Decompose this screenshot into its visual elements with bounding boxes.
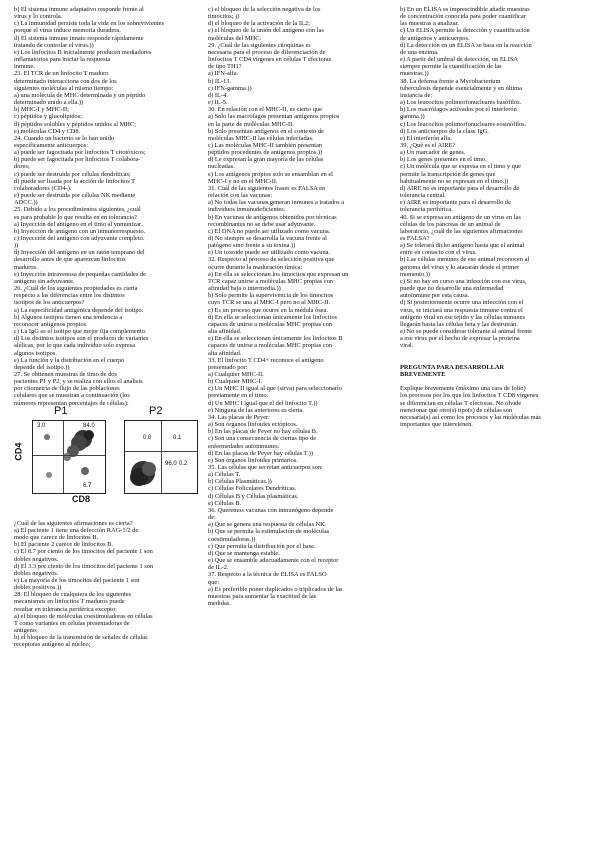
text-line: b) El sistema inmune adaptativo responde frente al bbox=[14, 6, 144, 13]
text-line: los procesos por los que los linfocitos T CD8 vírgenes bbox=[400, 392, 539, 400]
text-line: b) En un ELISA es imprescindible añadir muestras bbox=[400, 6, 530, 13]
text-line: e) Inyección intravenosa de pequeñas cantidades de bbox=[14, 270, 147, 278]
text-line: en la parte de moléculas MHC-II. bbox=[208, 120, 294, 128]
text-line: c) Si no hay en curso una infección con ese virus, bbox=[400, 277, 527, 285]
text-line: resultar en tolerancia periférica excepto: bbox=[14, 605, 117, 613]
text-line: capaces de unirse a moléculas MHC propias con bbox=[208, 320, 333, 328]
text-line: celulares que se muestran a continuación (los bbox=[14, 392, 130, 400]
text-line: 27. Se obtienen muestras de timo de dos bbox=[14, 370, 117, 378]
y-axis-label: CD4 bbox=[13, 442, 24, 461]
text-line: momento.)) bbox=[400, 270, 430, 278]
text-line: nucleadas. bbox=[208, 163, 235, 171]
text-line: tratando de controlar el virus.)) bbox=[14, 41, 94, 49]
text-line: muestras.)) bbox=[400, 70, 429, 78]
text-line: c) Inyección del antígeno con adyuvante completo. bbox=[14, 235, 145, 242]
text-line: e) el bloqueo de la unión del antígeno con las bbox=[208, 27, 324, 35]
text-line: d) El 3.3 por ciento de los timocitos del paciente 1 son bbox=[14, 562, 154, 570]
text-line: BREVEMENTE bbox=[400, 370, 446, 378]
text-line: virus, se iniciará una respuesta inmune contra el bbox=[400, 306, 523, 314]
text-line: instancia de: bbox=[400, 91, 433, 99]
text-line: 35. Las células que secretan anticuerpos son: bbox=[208, 464, 323, 471]
text-line: determinado interacciona con dos de los bbox=[14, 77, 117, 85]
flow-cytometry-figure bbox=[13, 404, 199, 518]
text-line: e) La mayoría de los timocitos del paciente 1 son bbox=[14, 577, 140, 584]
text-line: siguientes moléculas al mismo tiempo: bbox=[14, 84, 114, 92]
text-line: 39. ¿Qué es el AIRE? bbox=[400, 141, 456, 149]
questions-22-27 bbox=[14, 6, 199, 407]
text-line: respecto a las diferencias entre los distintos bbox=[14, 292, 125, 300]
text-line: de IL-2. bbox=[208, 564, 229, 572]
text-line: alélicas, por lo que cada individuo solo expresa bbox=[14, 342, 136, 350]
p1-plot bbox=[32, 420, 106, 494]
text-line: de: bbox=[208, 514, 216, 522]
text-line: por citometría de flujo de las poblaciones bbox=[14, 385, 120, 393]
questions-27-28 bbox=[14, 520, 199, 649]
text-line: e) Un toxoide puede ser utilizado como vacuna. bbox=[208, 249, 331, 257]
text-line: d) Le expresan la gran mayoría de las células bbox=[208, 156, 324, 164]
text-line: se diferencian en células T efectoras. No olvide bbox=[400, 399, 522, 407]
text-line: a) El paciente 1 tiene una defección RAG-1/2 de bbox=[14, 526, 139, 534]
questions-28-37 bbox=[208, 6, 393, 607]
text-line: linfocitos T CD4 vírgenes en células T efectoras bbox=[208, 56, 332, 64]
text-line: reconocer antígenos propios. bbox=[14, 320, 88, 328]
text-line: c) Las moléculas MHC-II también presentan bbox=[208, 141, 323, 149]
text-line: c) Son una consecuencia de ciertas tipo de bbox=[208, 435, 317, 443]
text-line: importantes que intervienen. bbox=[400, 421, 473, 429]
text-line: 29. ¿Cuál de las siguientes citoquinas es bbox=[208, 41, 311, 49]
text-line: a) Cualquier MHC-II. bbox=[208, 370, 264, 378]
text-line: timocitos; )) bbox=[208, 13, 240, 21]
text-line: puede que no desarrolle una enfermedad bbox=[400, 285, 504, 293]
text-line: mencionar qué otro(s) tipo(s) de células son bbox=[400, 406, 513, 414]
text-line: c) El DNA no puede ser utilizado como vacuna. bbox=[208, 227, 331, 235]
text-line: 34. Las placas de Peyer: bbox=[208, 413, 270, 421]
text-line: 36. Queremos vacunas con inmunógeno depende bbox=[208, 506, 334, 514]
text-line: tuberculosis depende esencialmente y en última bbox=[400, 84, 522, 92]
text-line: e) moléculas CD4 y CD8. bbox=[14, 127, 81, 135]
text-line: b) En vacunas de antígenos obtenidos por técnicas bbox=[208, 213, 337, 221]
text-line: medidas. bbox=[208, 599, 231, 607]
text-line: inflamatorios para iniciar la respuesta bbox=[14, 56, 111, 64]
text-line: c) Un ELISA permite la detección y cuantificación bbox=[400, 27, 530, 35]
text-line: desarrollo antes de que aparezcan linfocitos bbox=[14, 256, 126, 264]
text-line: e) La función y la distribución en el cuerpo bbox=[14, 356, 125, 364]
text-line: muestras para aumentar la exactitud de las bbox=[208, 592, 317, 600]
text-line: a ese virus por el hecho de expresar la proteína bbox=[400, 335, 520, 343]
column-1 bbox=[14, 6, 199, 649]
text-line: enfermedades autoinmunes. bbox=[208, 442, 280, 450]
p1-scatter bbox=[33, 421, 105, 493]
text-line: e) Los linfocitos B inicialmente producen mediadores bbox=[14, 48, 152, 56]
text-line: ¿Cuál de las siguientes afirmaciones es cierta? bbox=[14, 519, 133, 527]
text-line: moléculas del MHC. bbox=[208, 34, 262, 42]
text-line: e) Ninguna de las anteriores es cierta. bbox=[208, 406, 304, 414]
text-line: c) Los leucocitos polimorfonucleares eosinófilos. bbox=[400, 120, 527, 128]
text-line: d) En las placas de Peyer hay células T.)) bbox=[208, 449, 313, 457]
text-line: c) Un MHC II igual al que (sirva) para seleccionarlo bbox=[208, 385, 342, 393]
text-line: e) Células B. bbox=[208, 499, 242, 507]
text-line: siempre permite la cuantificación de las bbox=[400, 63, 502, 71]
text-line: b) puede ser fagocitada por linfocitos T colabora- bbox=[14, 156, 141, 164]
p2-q1-value: 0.0 bbox=[143, 434, 152, 441]
text-line: d) Células B y Células plasmáticas. bbox=[208, 492, 299, 500]
p1-q4-value: 6.7 bbox=[83, 482, 92, 489]
text-line: b) IL-13. bbox=[208, 77, 232, 85]
text-line: antígeno sin adyuvante. bbox=[14, 277, 75, 285]
text-line: maduros. bbox=[14, 263, 38, 271]
text-line: receptoras antígeno al núcleo; bbox=[14, 641, 91, 649]
text-line: d) El sistema inmune innato responde rápidamente bbox=[14, 34, 144, 42]
text-line: 25. Debido a los procedimientos siguientes, ¿cuál bbox=[14, 206, 141, 214]
text-line: b) el bloqueo de la transmisión de señales de células bbox=[14, 634, 148, 642]
text-line: 32. Respecto al proceso de selección positiva que bbox=[208, 256, 335, 264]
text-line: 30. En relación con el MHC-II, es cierto que bbox=[208, 106, 322, 114]
text-line: que: bbox=[208, 578, 220, 586]
text-line: mecanismos en linfocitos T maduros puede bbox=[14, 598, 125, 606]
text-line: b) Inyección de antígeno con un inmunorrespuesto. bbox=[14, 227, 146, 235]
text-line: células de los páncreas de un animal de bbox=[400, 220, 501, 228]
text-line: de tipo TH1? bbox=[208, 63, 242, 71]
p2-q4-value: 0.2 bbox=[179, 460, 188, 467]
text-line: d) AIRE no es importante para el desarrollo de bbox=[400, 184, 520, 192]
text-line: d) Inyección del antígeno en un ratón temprano del bbox=[14, 249, 145, 257]
p2-plot bbox=[124, 420, 198, 494]
text-line: a) el bloqueo de moléculas coestimuladoras en células bbox=[14, 612, 153, 620]
text-line: b) Solo presentan antígenos en el contexto de bbox=[208, 127, 324, 135]
text-line: es para probable lo que resulta en en tolerancia? bbox=[14, 213, 137, 221]
text-line: b) En las placas de Peyer no hay células B. bbox=[208, 428, 318, 436]
text-line: inmune. bbox=[14, 63, 35, 71]
p2-title: P2 bbox=[149, 404, 163, 417]
text-line: patógeno sino frente a su toxina.)) bbox=[208, 242, 296, 250]
text-line: b) Los genes presentes en el timo. bbox=[400, 156, 487, 164]
text-line: depende del isotipo.)) bbox=[14, 363, 70, 371]
text-line: c) El 8.7 por ciento de los timocitos del paciente 1 son bbox=[14, 548, 153, 556]
text-line: entre en contacto con el virus. bbox=[400, 249, 477, 257]
text-line: necesaria(s) así como los procesos y las moléculas más bbox=[400, 413, 541, 421]
p1-q1-value: 3.0 bbox=[37, 422, 46, 429]
text-line: autoinmune por esta causa. bbox=[400, 292, 470, 300]
text-line: coestimuladoras.)) bbox=[208, 535, 256, 543]
text-line: c) péptidos y glucolípidos; bbox=[14, 113, 82, 121]
text-line: a) Solo las macrófagos presentan antígenos propios bbox=[208, 113, 340, 121]
text-line: dobles positivos.)) bbox=[14, 584, 62, 592]
column-2 bbox=[208, 6, 393, 607]
text-line: c) el bloqueo de la selección negativa de los bbox=[208, 6, 321, 13]
text-line: d) IL-4. bbox=[208, 91, 228, 99]
text-line: b) Los macrófagos activados por el interferón bbox=[400, 106, 517, 114]
text-line: c) Que permita la distribución por el base. bbox=[208, 542, 316, 550]
section-title bbox=[400, 364, 585, 378]
text-line: isotipos de los anticuerpos? bbox=[14, 299, 85, 307]
text-line: b) Que se permita la estimulación de moléculas bbox=[208, 528, 330, 536]
text-line: a) Células T. bbox=[208, 471, 241, 479]
text-line: e) En ella se seleccionan únicamente los linfocitos B bbox=[208, 335, 343, 343]
text-line: 31. Cuál de las siguientes frases es FALSA en bbox=[208, 184, 326, 192]
text-line: b) Cualquier MHC-I. bbox=[208, 378, 263, 386]
text-line: d) puede ser lisada por la acción de linfocitos T bbox=[14, 177, 136, 185]
text-line: 38. La defensa frente a Mycobacterium bbox=[400, 77, 501, 85]
text-line: 37. Respecto a la técnica de ELISA es FALSO bbox=[208, 571, 327, 579]
text-line: e) Que se ensamble adecuadamente con el receptor bbox=[208, 557, 339, 565]
text-line: e) El interferón alfa. bbox=[400, 134, 452, 142]
text-line: de concentración conocida para poder cuantificar bbox=[400, 13, 526, 21]
text-line: c) Un molécula que se expresa en el timo y que bbox=[400, 163, 522, 171]
text-line: a) Se tolerará dicho antígeno hasta que el animal bbox=[400, 242, 525, 250]
text-line: de una enzima. bbox=[400, 48, 439, 56]
text-line: las muestras a analizar. bbox=[400, 20, 459, 28]
text-line: antígeno; bbox=[14, 627, 38, 635]
text-line: necesaria para el proceso de diferenciación de bbox=[208, 48, 326, 56]
text-line: ocurre durante la maduración tímica: bbox=[208, 263, 303, 271]
text-line: PREGUNTA PARA DESARROLLAR bbox=[400, 363, 505, 371]
text-line: previamente en el timo. bbox=[208, 392, 269, 400]
text-line: virus y lo controla. bbox=[14, 13, 63, 21]
development-question bbox=[400, 385, 585, 428]
text-line: gamma.)) bbox=[400, 113, 425, 121]
text-line: 24. Cuando un bacterio se lo han unido bbox=[14, 134, 115, 142]
text-line: ADCC.)) bbox=[14, 199, 38, 207]
p2-q3-value: 96.0 bbox=[165, 460, 177, 467]
text-line: c) La IgG es el isotipo que mejor fija complemento. bbox=[14, 328, 147, 336]
text-line: laboratorio, ¿cuál de las siguientes afirmaciones bbox=[400, 227, 523, 235]
text-line: c) Es un proceso que ocurre en la médula ósea. bbox=[208, 306, 328, 314]
text-line: afinidad baja o intermedia.)) bbox=[208, 285, 281, 293]
text-line: c) Células Foliculares Dendríticas. bbox=[208, 485, 297, 493]
text-line: d) Que se mantenga estable. bbox=[208, 549, 280, 557]
text-line: TCR capaz unirse a moléculas MHC propias con bbox=[208, 277, 334, 285]
text-line: recombinantes no se debe usar adyuvante. bbox=[208, 220, 316, 228]
text-line: 28. El bloqueo de cualquiera de los siguientes bbox=[14, 591, 132, 599]
text-line: d) No siempre se desarrolla la vacuna frente al bbox=[208, 235, 327, 242]
text-line: a) Son órganos linfoides ectópicos. bbox=[208, 421, 298, 429]
column-3 bbox=[400, 6, 585, 428]
text-line: porque el virus induce memoria duradera. bbox=[14, 27, 121, 35]
text-line: a) La especificidad antigénica depende del isotipo. bbox=[14, 306, 144, 314]
text-line: colaboradores (CD4-). bbox=[14, 184, 72, 192]
text-line: T como variantes en células presentadoras de bbox=[14, 619, 130, 627]
text-line: a) IFN-alfa. bbox=[208, 70, 239, 78]
text-line: Explique brevemente (máximo una cara de folio) bbox=[400, 385, 526, 393]
text-line: números representan porcentajes de células): bbox=[14, 399, 129, 407]
text-line: a) No todas las vacunas generan inmunes a tratados a bbox=[208, 199, 345, 207]
x-axis-label: CD8 bbox=[72, 493, 91, 504]
text-line: permite la transcripción de genes que bbox=[400, 170, 496, 178]
text-line: d) Si posteriormente ocurre una infección con el bbox=[400, 299, 524, 307]
text-line: c) IFN-gamma.)) bbox=[208, 84, 252, 92]
text-line: modo que carece de linfocitos B. bbox=[14, 534, 99, 542]
text-line: dobles negativos. bbox=[14, 569, 59, 577]
p2-q2-value: 0.1 bbox=[173, 434, 182, 441]
text-line: a) Un marcador de genes. bbox=[400, 149, 466, 157]
text-line: cuyo TCR se una al MHC-I pero no al MHC-II. bbox=[208, 299, 330, 307]
text-line: viral. bbox=[400, 342, 414, 350]
text-line: e) IL-5. bbox=[208, 99, 228, 107]
text-line: a) Los leucocitos polimorfonucleares basófilos. bbox=[400, 99, 522, 107]
text-line: tolerancia periférica. bbox=[400, 206, 453, 214]
text-line: d) Los distintos isotipos son el producto de variantes bbox=[14, 335, 149, 343]
p1-title: P1 bbox=[54, 404, 68, 417]
text-line: a) Es preferible poner duplicados o triplicados de las bbox=[208, 585, 343, 593]
text-line: e) No se puede considerar tolerante al animal frente bbox=[400, 328, 533, 336]
text-line: individuos inmunodeficientes. bbox=[208, 206, 286, 214]
text-line: es FALSA? bbox=[400, 235, 430, 242]
text-line: b) Solo permite la supervivencia de los timocitos bbox=[208, 292, 334, 300]
text-line: a) Inyección del antígeno en el timo al ynmunizar. bbox=[14, 220, 143, 228]
text-line: )) bbox=[14, 242, 19, 250]
text-line: e) AIRE es importante para el desarrollo de bbox=[400, 199, 511, 207]
text-line: b) El paciente 2 carece de linfocitos B. bbox=[14, 541, 114, 549]
text-line: a) Que se genera una respuesta de células NK. bbox=[208, 521, 327, 529]
text-line: de antígenos y anticuerpos. bbox=[400, 34, 470, 42]
text-line: d) La detección en un ELISA se basa en la reacción bbox=[400, 41, 532, 49]
text-line: 33. El linfocito T CD4+ reconoce el antígeno bbox=[208, 356, 324, 364]
text-line: a) una molécula de MHC determinada y un péptido bbox=[14, 91, 146, 99]
text-line: a) puede ser fagocitada por linfocitos T citotóxicos; bbox=[14, 149, 146, 157]
p1-q2-value: 84.0 bbox=[83, 422, 95, 429]
text-line: e) puede ser destruida por células NK mediante bbox=[14, 192, 136, 200]
text-line: b) MHC-I y MHC-II; bbox=[14, 106, 69, 114]
text-line: relación con las vacunas: bbox=[208, 192, 273, 200]
text-line: b) Algunos isotipos tienen una tendencia a bbox=[14, 313, 123, 321]
text-line: péptidos procedentes de antígenos propios.)) bbox=[208, 149, 323, 157]
text-line: a) En ella se seleccionan los timocitos que expresan un bbox=[208, 270, 349, 278]
text-line: llegarán hasta las células beta y las destruirán. bbox=[400, 320, 518, 328]
text-line: d) Un MHC I igual que el del linfocito T.)) bbox=[208, 399, 318, 407]
text-line: presentado por: bbox=[208, 363, 248, 371]
text-line: tolerancia central. bbox=[400, 192, 446, 200]
text-line: determinado unido a ella.)) bbox=[14, 99, 84, 107]
text-line: c) La inmunidad persiste toda la vida en los sobrevivientes bbox=[14, 20, 164, 28]
text-line: 23. El TCR de un linfocito T maduro bbox=[14, 70, 109, 78]
text-line: c) puede ser destruida por células dendríticas; bbox=[14, 170, 131, 178]
text-line: alta afinidad. bbox=[208, 328, 242, 336]
text-line: d) péptidos solubles y péptidos unidos al MHC; bbox=[14, 120, 136, 128]
text-line: pacientes P1 y P2, y se realiza con ellos el análisis bbox=[14, 378, 143, 386]
text-line: capaces de unirse a moléculas MHC propias con bbox=[208, 342, 333, 350]
text-line: MHC-I y no en el MHC-II. bbox=[208, 177, 278, 185]
text-line: d) En ella se seleccionan únicamente los linfocitos bbox=[208, 313, 338, 321]
text-line: algunos isotipos. bbox=[14, 349, 57, 357]
questions-37-40 bbox=[400, 6, 585, 350]
text-line: dobles negativos. bbox=[14, 555, 59, 563]
text-line: dores; bbox=[14, 163, 30, 171]
text-line: genoma del virus y lo atacarán desde el primer bbox=[400, 263, 520, 271]
text-line: moléculas MHC-II las células infectadas. bbox=[208, 134, 314, 142]
text-line: alta afinidad. bbox=[208, 349, 242, 357]
text-line: b) Las células inmunes de ese animal reconocen al bbox=[400, 256, 530, 264]
text-line: específicamente anticuerpos: bbox=[14, 141, 88, 149]
text-line: d) el bloqueo de la activación de la IL2; bbox=[208, 20, 310, 28]
text-line: 26. ¿Cuál de los siguientes propiedades es cierta bbox=[14, 285, 138, 293]
text-line: 40. Si se expresa un antígeno de un virus en las bbox=[400, 213, 521, 221]
text-line: e) A partir del umbral de detección, un ELISA bbox=[400, 56, 519, 64]
text-line: e) Son órganos linfoides primarios. bbox=[208, 456, 298, 464]
text-line: habitualmente no se expresan en el timo.)) bbox=[400, 177, 509, 185]
text-line: b) Células Plasmáticas.)) bbox=[208, 478, 272, 486]
text-line: d) Los anticuerpos de la clase IgG. bbox=[400, 127, 489, 135]
text-line: antígeno viral en ese tejido y las células inmunes bbox=[400, 313, 525, 321]
text-line: e) Los antígenos propios solo se ensamblan en el bbox=[208, 170, 333, 178]
